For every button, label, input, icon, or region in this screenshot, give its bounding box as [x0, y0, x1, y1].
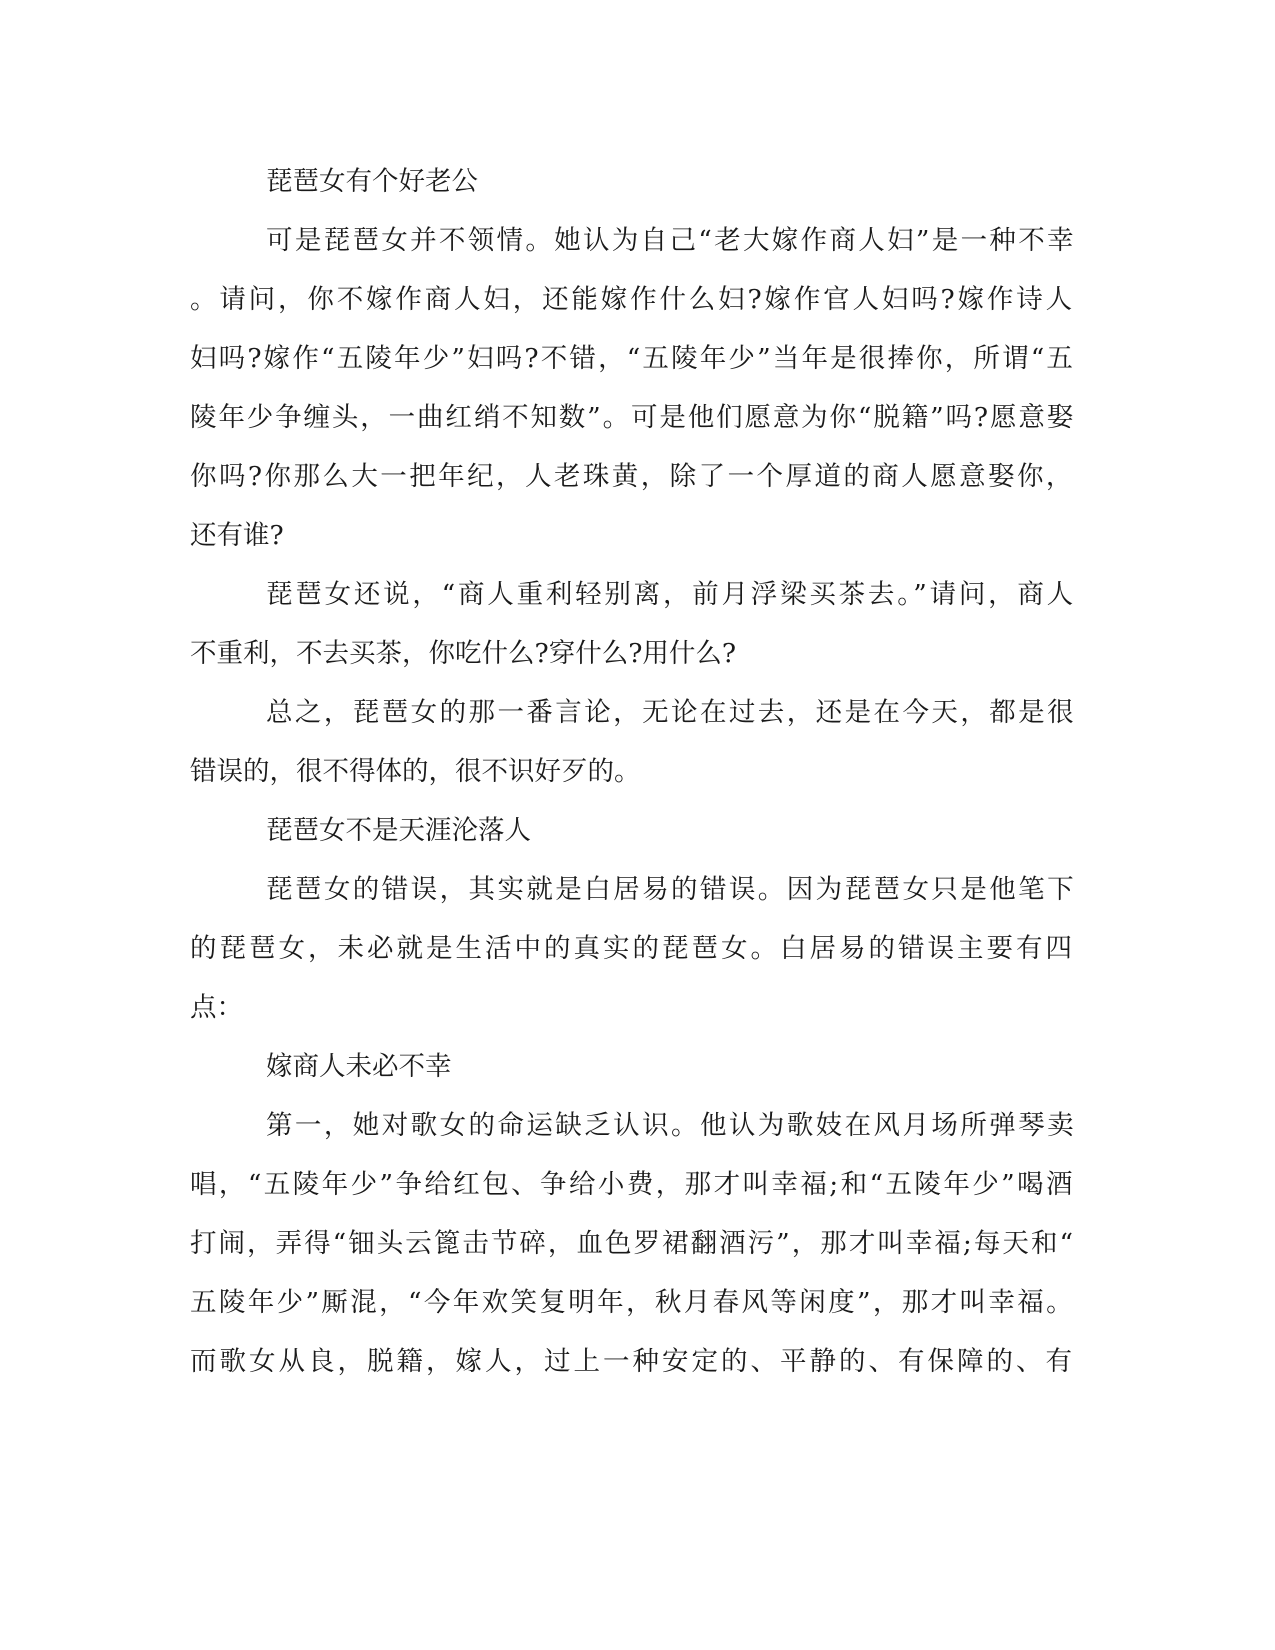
heading-good-husband: 琵琶女有个好老公: [266, 166, 478, 197]
paragraph-line: 。请问，你不嫁作商人妇，还能嫁作什么妇?嫁作官人妇吗?嫁作诗人: [190, 284, 1075, 315]
paragraph-line: 第一，她对歌女的命运缺乏认识。他认为歌妓在风月场所弹琴卖: [266, 1110, 1077, 1141]
paragraph-line: 还有谁?: [190, 520, 284, 551]
heading-not-fallen: 琵琶女不是天涯沦落人: [266, 815, 531, 846]
paragraph-line: 点：: [190, 992, 243, 1023]
paragraph-line: 不重利，不去买茶，你吃什么?穿什么?用什么?: [190, 638, 737, 669]
paragraph-line: 琵琶女还说，“商人重利轻别离，前月浮梁买茶去。”请问，商人: [266, 579, 1076, 610]
paragraph-line: 唱，“五陵年少”争给红包、争给小费，那才叫幸福;和“五陵年少”喝酒: [190, 1169, 1075, 1200]
paragraph-line: 打闹，弄得“钿头云篦击节碎，血色罗裙翻酒污”，那才叫幸福;每天和“: [190, 1228, 1076, 1259]
paragraph-line: 而歌女从良，脱籍，嫁人，过上一种安定的、平静的、有保障的、有: [190, 1346, 1075, 1377]
paragraph-line: 陵年少争缠头，一曲红绡不知数”。可是他们愿意为你“脱籍”吗?愿意娶: [190, 402, 1076, 433]
paragraph-line: 琵琶女的错误，其实就是白居易的错误。因为琵琶女只是他笔下: [266, 874, 1077, 905]
heading-not-unfortunate: 嫁商人未必不幸: [266, 1051, 452, 1082]
paragraph-line: 的琵琶女，未必就是生活中的真实的琵琶女。白居易的错误主要有四: [190, 933, 1075, 964]
paragraph-line: 五陵年少”厮混，“今年欢笑复明年，秋月春风等闲度”，那才叫幸福。: [190, 1287, 1075, 1318]
paragraph-line: 妇吗?嫁作“五陵年少”妇吗?不错，“五陵年少”当年是很捧你，所谓“五: [190, 343, 1076, 374]
paragraph-line: 可是琵琶女并不领情。她认为自己“老大嫁作商人妇”是一种不幸: [266, 225, 1076, 256]
paragraph-line: 你吗?你那么大一把年纪，人老珠黄，除了一个厚道的商人愿意娶你，: [190, 461, 1075, 492]
paragraph-line: 总之，琵琶女的那一番言论，无论在过去，还是在今天，都是很: [266, 697, 1077, 728]
paragraph-line: 错误的，很不得体的，很不识好歹的。: [190, 756, 641, 787]
